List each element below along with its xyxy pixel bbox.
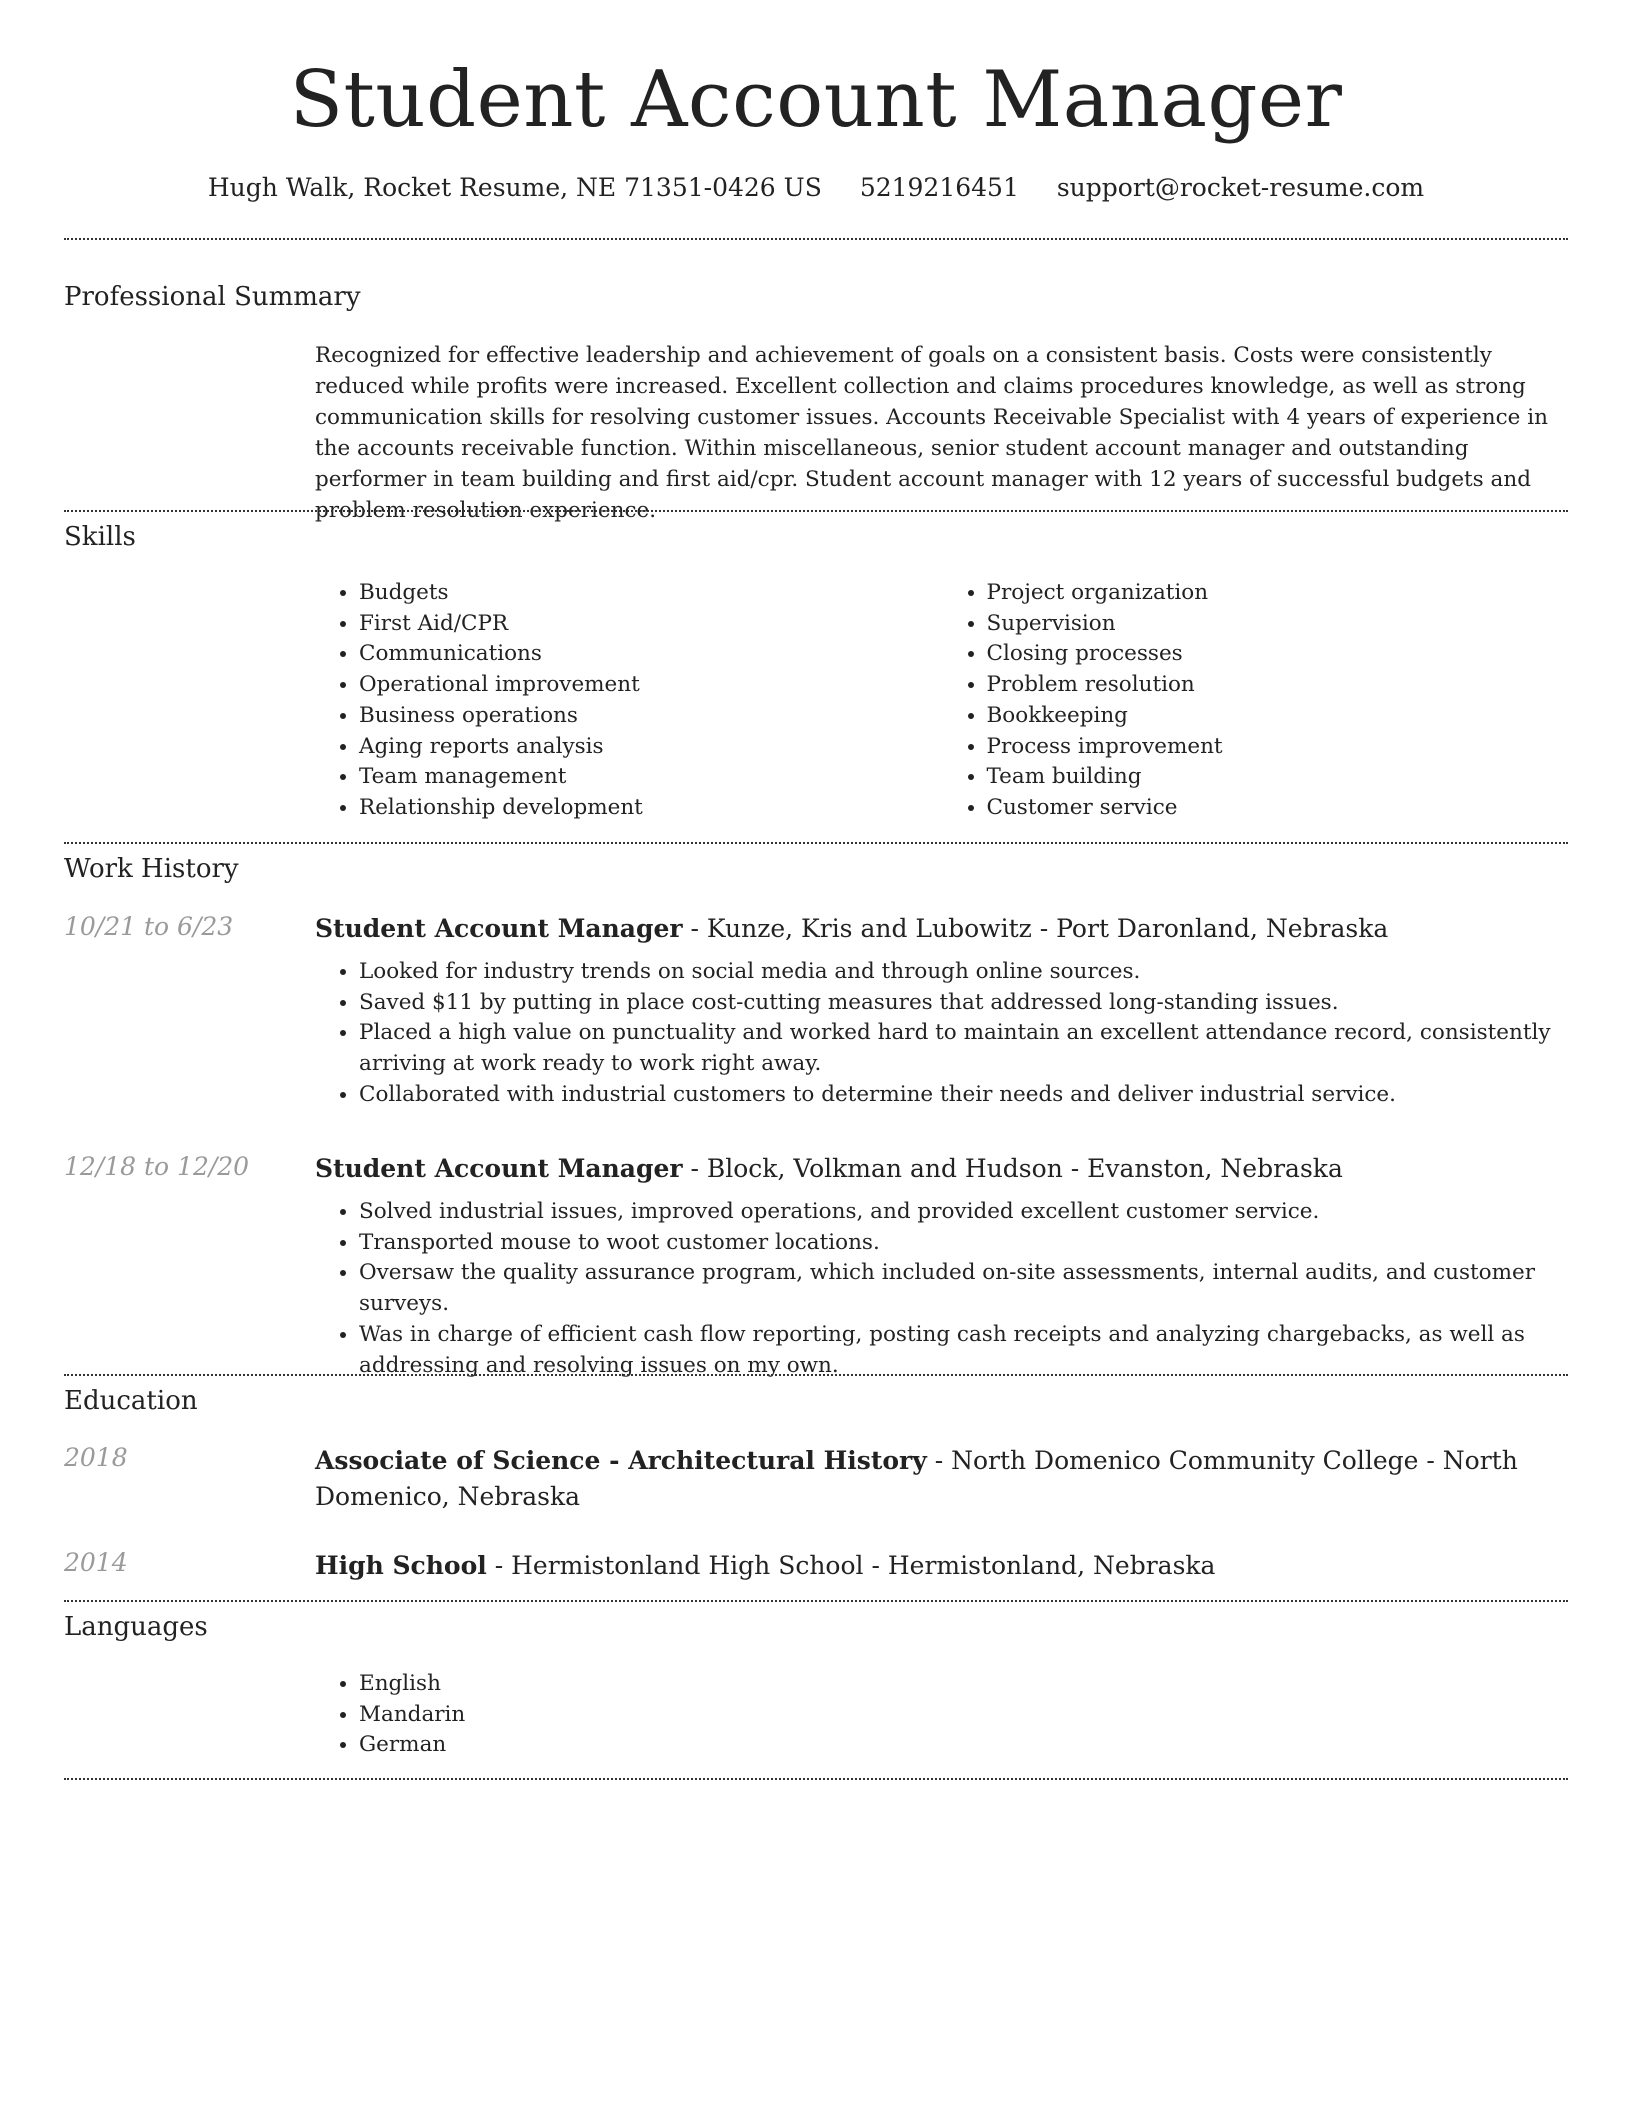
skill-item: • Relationship development bbox=[359, 793, 943, 824]
divider bbox=[64, 510, 1568, 512]
contact-phone: 5219216451 bbox=[859, 173, 1019, 202]
skill-item: • Customer service bbox=[987, 793, 1571, 824]
section-title-work: Work History bbox=[64, 854, 239, 884]
job-bullet: • Was in charge of efficient cash flow reporting, posting cash receipts and analyzing chargebacks, as well as addressing and resolving issues on my own. bbox=[359, 1320, 1570, 1381]
skill-item: • Project organization bbox=[987, 578, 1571, 609]
skills-column-right bbox=[943, 578, 1571, 824]
language-item: • German bbox=[359, 1730, 1570, 1761]
job-title bbox=[315, 1151, 1570, 1187]
divider bbox=[64, 842, 1568, 844]
skills-list bbox=[315, 578, 1570, 824]
job-bullet: • Looked for industry trends on social media and through online sources. bbox=[359, 957, 1570, 988]
education-degree: High School bbox=[315, 1551, 487, 1580]
job-title bbox=[315, 911, 1570, 947]
contact-line bbox=[0, 172, 1632, 204]
divider bbox=[64, 1778, 1568, 1780]
contact-email: support@rocket-resume.com bbox=[1056, 173, 1425, 202]
summary-text: Recognized for effective leadership and achievement of goals on a consistent basis. Costs were consistently reduced while profits were increased. Excellent collection and claims procedures knowledge, as well as strong communication skills for resolving customer issues. Accounts Receivable Specialist with 4 years of experience in the accounts receivable function. Within miscellaneous, senior student account manager and outstanding performer in team building and first aid/cpr. Student account manager with 12 years of successful budgets and problem resolution experience. bbox=[315, 343, 1548, 523]
job-bullet: • Collaborated with industrial customers to determine their needs and deliver industrial service. bbox=[359, 1080, 1570, 1111]
skill-item: • Budgets bbox=[359, 578, 943, 609]
job-bullets bbox=[315, 1197, 1570, 1381]
languages-block bbox=[315, 1669, 1570, 1761]
job-employer: - Block, Volkman and Hudson - Evanston, Nebraska bbox=[682, 1154, 1343, 1183]
job-bullet: • Saved $11 by putting in place cost-cutting measures that addressed long-standing issues. bbox=[359, 988, 1570, 1019]
skill-item: • Process improvement bbox=[987, 732, 1571, 763]
skill-item: • Business operations bbox=[359, 701, 943, 732]
job-employer: - Kunze, Kris and Lubowitz - Port Daronland, Nebraska bbox=[682, 914, 1389, 943]
section-title-education: Education bbox=[64, 1386, 198, 1416]
divider bbox=[64, 1374, 1568, 1376]
divider bbox=[64, 238, 1568, 240]
job-bullet: • Solved industrial issues, improved operations, and provided excellent customer service. bbox=[359, 1197, 1570, 1228]
summary-block bbox=[315, 340, 1570, 526]
skill-item: • Communications bbox=[359, 639, 943, 670]
job-bullets bbox=[315, 957, 1570, 1111]
skill-item: • First Aid/CPR bbox=[359, 609, 943, 640]
job-entry bbox=[315, 911, 1570, 1111]
skill-item: • Team building bbox=[987, 762, 1571, 793]
skill-item: • Supervision bbox=[987, 609, 1571, 640]
section-title-skills: Skills bbox=[64, 522, 136, 552]
job-dates: 12/18 to 12/20 bbox=[64, 1152, 250, 1181]
education-school: - Hermistonland High School - Hermistonland, Nebraska bbox=[486, 1551, 1216, 1580]
job-bullet: • Oversaw the quality assurance program, which included on-site assessments, internal audits, and customer surveys. bbox=[359, 1258, 1570, 1319]
education-entry bbox=[315, 1548, 1570, 1584]
education-title bbox=[315, 1443, 1570, 1515]
contact-address: Hugh Walk, Rocket Resume, NE 71351-0426 US bbox=[207, 173, 822, 202]
education-year: 2018 bbox=[64, 1443, 128, 1472]
job-bullet: • Transported mouse to woot customer locations. bbox=[359, 1228, 1570, 1259]
skill-item: • Aging reports analysis bbox=[359, 732, 943, 763]
skill-item: • Closing processes bbox=[987, 639, 1571, 670]
education-school: - North Domenico Community College - North Domenico, Nebraska bbox=[315, 1446, 1518, 1511]
job-role: Student Account Manager bbox=[315, 914, 683, 943]
language-item: • English bbox=[359, 1669, 1570, 1700]
job-bullet: • Placed a high value on punctuality and worked hard to maintain an excellent attendance record, consistently arriving at work ready to work right away. bbox=[359, 1018, 1570, 1079]
job-role: Student Account Manager bbox=[315, 1154, 683, 1183]
resume-name: Student Account Manager bbox=[289, 55, 1343, 145]
section-title-summary: Professional Summary bbox=[64, 282, 361, 312]
divider bbox=[64, 1600, 1568, 1602]
skill-item: • Operational improvement bbox=[359, 670, 943, 701]
languages-list bbox=[315, 1669, 1570, 1761]
skill-item: • Problem resolution bbox=[987, 670, 1571, 701]
skill-item: • Bookkeeping bbox=[987, 701, 1571, 732]
skill-item: • Team management bbox=[359, 762, 943, 793]
education-degree: Associate of Science - Architectural History bbox=[315, 1446, 927, 1475]
job-dates: 10/21 to 6/23 bbox=[64, 912, 234, 941]
job-entry bbox=[315, 1151, 1570, 1381]
skills-column-left bbox=[315, 578, 943, 824]
education-title bbox=[315, 1548, 1570, 1584]
language-item: • Mandarin bbox=[359, 1700, 1570, 1731]
education-entry bbox=[315, 1443, 1570, 1515]
education-year: 2014 bbox=[64, 1548, 128, 1577]
section-title-languages: Languages bbox=[64, 1612, 208, 1642]
